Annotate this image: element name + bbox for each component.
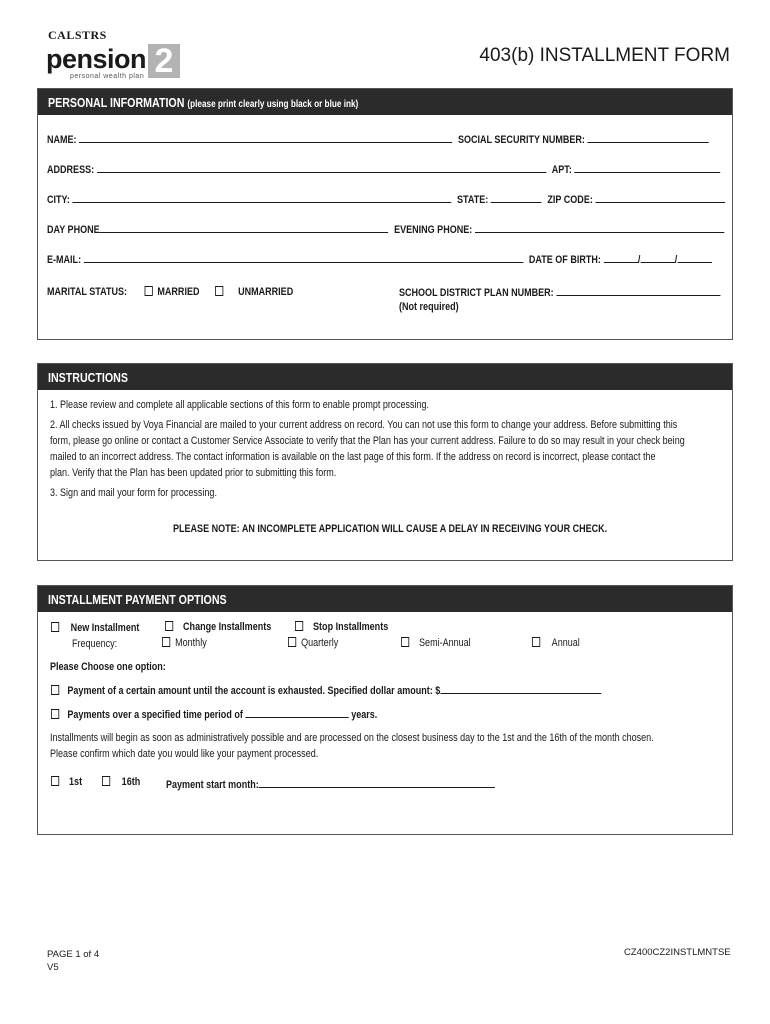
checkbox-icon: [401, 637, 409, 647]
semi-annual-label: Semi-Annual: [419, 637, 471, 649]
personal-information-header: [38, 89, 732, 115]
city-row: [47, 193, 725, 206]
version-label: V5: [47, 962, 59, 973]
zip-field[interactable]: [595, 193, 725, 203]
checkbox-icon: [165, 621, 173, 631]
email-field[interactable]: [84, 253, 524, 263]
pension-logo-numeral: 2: [148, 44, 180, 78]
stop-installments-checkbox[interactable]: [295, 621, 388, 633]
district-plan-label: SCHOOL DISTRICT PLAN NUMBER:: [399, 287, 554, 299]
checkbox-icon: [162, 637, 170, 647]
checkbox-icon: [215, 286, 223, 296]
checkbox-icon: [144, 286, 152, 296]
dob-month-field[interactable]: [603, 253, 637, 263]
unmarried-checkbox[interactable]: [215, 286, 293, 298]
evening-phone-label: EVENING PHONE:: [394, 224, 473, 236]
first-day-label: 1st: [69, 776, 83, 788]
form-code: CZ400CZ2INSTLMNTSE: [624, 947, 731, 958]
not-required-note: (Not required): [399, 301, 459, 313]
unmarried-label: UNMARRIED: [238, 286, 294, 298]
start-month-row: [166, 778, 495, 791]
years-label: years.: [351, 709, 378, 721]
instructions-section: [37, 363, 733, 561]
new-installment-checkbox[interactable]: [51, 622, 139, 634]
checkbox-icon: [295, 621, 303, 631]
city-label: CITY:: [47, 194, 70, 206]
evening-phone-field[interactable]: [475, 223, 724, 233]
instructions-title: INSTRUCTIONS: [48, 370, 128, 385]
certain-amount-label: Payment of a certain amount until the account is exhausted. Specified dollar amount: $: [67, 685, 441, 697]
dob-day-field[interactable]: [640, 253, 674, 263]
annual-label: Annual: [551, 637, 580, 649]
quarterly-label: Quarterly: [301, 637, 339, 649]
installment-payment-title: INSTALLMENT PAYMENT OPTIONS: [48, 592, 227, 607]
incomplete-application-note: PLEASE NOTE: AN INCOMPLETE APPLICATION WILL CAUSE A DELAY IN RECEIVING YOUR CHECK.: [173, 523, 608, 535]
installment-payment-section: [37, 585, 733, 835]
years-field[interactable]: [245, 708, 348, 718]
new-installment-label: New Installment: [70, 622, 140, 634]
quarterly-checkbox[interactable]: [288, 637, 338, 649]
sixteenth-day-label: 16th: [121, 776, 141, 788]
frequency-label: Frequency:: [72, 638, 118, 650]
first-day-checkbox[interactable]: [51, 776, 82, 788]
stop-installments-label: Stop Installments: [313, 621, 389, 633]
dob-label: DATE OF BIRTH:: [528, 254, 601, 266]
monthly-checkbox[interactable]: [162, 637, 207, 649]
pension-logo-word: pension: [46, 44, 147, 74]
checkbox-icon: [102, 776, 110, 786]
apt-field[interactable]: [574, 163, 720, 173]
checkbox-icon: [51, 776, 59, 786]
married-label: MARRIED: [157, 286, 200, 298]
address-field[interactable]: [97, 163, 546, 173]
logo-tagline: personal wealth plan: [70, 73, 145, 80]
instruction-item-3: 3. Sign and mail your form for processing.: [50, 487, 217, 499]
name-row: [47, 133, 709, 146]
state-label: STATE:: [457, 194, 489, 206]
checkbox-icon: [51, 622, 59, 632]
instruction-item-2-line-1: 2. All checks issued by Voya Financial are mailed to your current address on record. You can not use this form to change your address. Before submitting this: [50, 419, 678, 431]
apt-label: APT:: [551, 164, 572, 176]
sixteenth-day-checkbox[interactable]: [102, 776, 140, 788]
change-installments-checkbox[interactable]: [165, 621, 271, 633]
checkbox-icon: [532, 637, 540, 647]
time-period-label: Payments over a specified time period of: [67, 709, 243, 721]
address-label: ADDRESS:: [47, 164, 95, 176]
installment-payment-header: [38, 586, 732, 612]
name-label: NAME:: [47, 134, 77, 146]
certain-amount-option[interactable]: [51, 684, 601, 697]
ssn-label: SOCIAL SECURITY NUMBER:: [457, 134, 585, 146]
checkbox-icon: [51, 709, 59, 719]
personal-information-title: PERSONAL INFORMATION: [48, 95, 185, 110]
semi-annual-checkbox[interactable]: [401, 637, 471, 649]
start-month-field[interactable]: [259, 778, 495, 788]
processing-note-line-2: Please confirm which date you would like your payment processed.: [50, 748, 319, 760]
instruction-item-1: 1. Please review and complete all applicable sections of this form to enable prompt processing.: [50, 399, 430, 411]
page-number: PAGE 1 of 4: [47, 949, 100, 960]
change-installments-label: Change Installments: [183, 621, 272, 633]
email-row: [47, 253, 712, 266]
processing-note-line-1: Installments will begin as soon as administratively possible and are processed on the closest business day to the 1st and the 16th of the month chosen.: [50, 732, 654, 744]
checkbox-icon: [288, 637, 296, 647]
monthly-label: Monthly: [175, 637, 207, 649]
annual-checkbox[interactable]: [532, 637, 580, 649]
ink-note: (please print clearly using black or blue ink): [187, 99, 359, 110]
dob-separator: /: [637, 254, 641, 266]
day-phone-field[interactable]: [100, 223, 389, 233]
calstrs-logo-text: CALSTRS: [48, 28, 107, 42]
instruction-item-2-line-3: mailed to an incorrect address. The contact information is available on the last page of this form. If the address on record is incorrect, please contact the: [50, 451, 656, 463]
marital-row: [47, 286, 293, 298]
personal-information-section: [37, 88, 733, 340]
district-plan-field[interactable]: [556, 286, 720, 296]
zip-label: ZIP CODE:: [547, 194, 593, 206]
instruction-item-2-line-4: plan. Verify that the Plan has been updated prior to submitting this form.: [50, 467, 337, 479]
address-row: [47, 163, 720, 176]
dob-year-field[interactable]: [677, 253, 711, 263]
city-field[interactable]: [72, 193, 451, 203]
email-label: E-MAIL:: [47, 254, 82, 266]
time-period-option[interactable]: [51, 708, 377, 721]
marital-status-label: MARITAL STATUS:: [47, 286, 128, 298]
state-field[interactable]: [491, 193, 542, 203]
start-month-label: Payment start month:: [166, 779, 259, 791]
checkbox-icon: [51, 685, 59, 695]
instructions-header: [38, 364, 732, 390]
married-checkbox[interactable]: [144, 286, 199, 298]
name-field[interactable]: [79, 133, 452, 143]
day-phone-label: DAY PHONE: [47, 224, 100, 236]
choose-option-label: Please Choose one option:: [50, 661, 166, 673]
district-row: [399, 286, 720, 299]
instruction-item-2-line-2: form, please go online or contact a Customer Service Associate to verify that the Plan has your current address. Failure to do so may result in your check being: [50, 435, 685, 447]
ssn-field[interactable]: [587, 133, 708, 143]
dollar-amount-field[interactable]: [440, 684, 601, 694]
dob-separator: /: [674, 254, 678, 266]
form-title: 403(b) INSTALLMENT FORM: [479, 45, 730, 66]
phone-row: [47, 223, 724, 236]
